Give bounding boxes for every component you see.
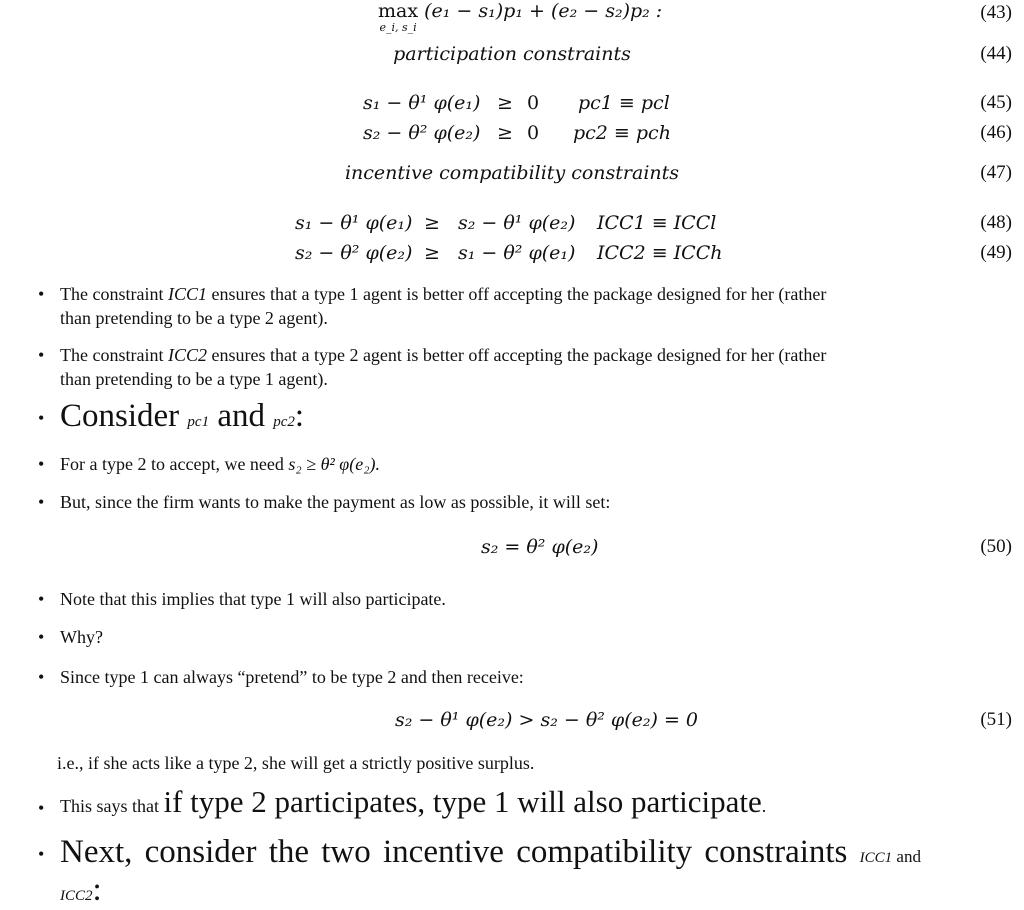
bullet-this-says bbox=[38, 784, 1012, 819]
bullet-dot: • bbox=[38, 627, 45, 647]
pc2-lhs: s₂ − θ² φ(e₂) bbox=[363, 122, 481, 144]
bullet-text bbox=[60, 452, 1012, 476]
text: The constraint bbox=[60, 345, 168, 365]
max-operator bbox=[378, 0, 418, 44]
pc2-rhs: 0 bbox=[527, 122, 540, 144]
text: than pretending to be a type 2 agent). bbox=[60, 308, 328, 328]
surplus-note: i.e., if she acts like a type 2, she will get a strictly positive surplus. bbox=[57, 753, 535, 773]
eq-number-50: (50) bbox=[980, 536, 1012, 557]
icc2-relation: ≥ bbox=[424, 242, 440, 264]
bullet-firm-payment bbox=[38, 490, 1012, 514]
icc1-relation: ≥ bbox=[424, 212, 440, 234]
text: : bbox=[92, 872, 102, 908]
bullet-dot: • bbox=[38, 408, 45, 428]
eq-number-43: (43) bbox=[980, 2, 1012, 23]
text: For a type 2 to accept, we need bbox=[60, 454, 289, 474]
text: and bbox=[209, 398, 274, 434]
icc1-name: ICC1 ≡ ICCl bbox=[597, 212, 717, 234]
bullet-why bbox=[38, 625, 1012, 649]
eq-number-44: (44) bbox=[980, 43, 1012, 64]
text: and bbox=[892, 847, 921, 866]
bullet-icc2-explanation bbox=[38, 343, 1012, 391]
bullet-text: Why? bbox=[60, 627, 103, 647]
bullet-text: Note that this implies that type 1 will also participate. bbox=[60, 589, 446, 609]
bullet-implies-participate bbox=[38, 587, 1012, 611]
text: ensures that a type 2 agent is better off accepting the package designed for her (rather bbox=[206, 345, 827, 365]
pc2-name: pc2 ≡ pch bbox=[573, 122, 671, 144]
pc1-relation: ≥ bbox=[497, 92, 513, 114]
icc1-rhs: s₂ − θ¹ φ(e₂) bbox=[458, 212, 576, 234]
math-icc1: ICC1 bbox=[859, 850, 893, 866]
text: Consider bbox=[60, 398, 188, 434]
pc2-relation: ≥ bbox=[497, 122, 513, 144]
bullet-consider-pc bbox=[38, 398, 1012, 440]
icc2-name: ICC2 ≡ ICCh bbox=[597, 242, 723, 264]
text: ensures that a type 1 agent is better off accepting the package designed for her (rather bbox=[206, 284, 827, 304]
text: This says that bbox=[60, 796, 164, 816]
bullet-dot: • bbox=[38, 844, 45, 864]
eq-number-48: (48) bbox=[980, 212, 1012, 233]
math-inequality: s₂ ≥ θ² φ(e₂). bbox=[288, 454, 380, 474]
max-subscript: e_i, s_i bbox=[379, 21, 417, 34]
bullet-dot: • bbox=[38, 589, 45, 609]
bullet-text bbox=[60, 398, 1012, 440]
text: than pretending to be a type 1 agent). bbox=[60, 369, 328, 389]
math-pc1: pc1 bbox=[187, 414, 210, 430]
bullet-icc1-explanation bbox=[38, 282, 1012, 330]
eq-number-51: (51) bbox=[980, 709, 1012, 730]
pc1-rhs: 0 bbox=[527, 92, 540, 114]
bullet-dot: • bbox=[38, 454, 45, 474]
icc1-lhs: s₁ − θ¹ φ(e₁) bbox=[295, 212, 413, 234]
bullet-text bbox=[60, 282, 1012, 330]
bullet-dot: • bbox=[38, 667, 45, 687]
bullet-dot: • bbox=[38, 284, 45, 304]
math-pc2: pc2 bbox=[273, 414, 295, 430]
text: Next, consider the two incentive compatibility constraints bbox=[60, 834, 860, 870]
bullet-dot: • bbox=[38, 345, 45, 365]
incentive-label: incentive compatibility constraints bbox=[344, 162, 680, 184]
text: : bbox=[294, 398, 305, 434]
math-icc2: ICC2 bbox=[167, 345, 207, 365]
eq-number-45: (45) bbox=[980, 92, 1012, 113]
math-icc2: ICC2 bbox=[60, 888, 93, 904]
bullet-dot: • bbox=[38, 492, 45, 512]
objective-equation bbox=[378, 0, 662, 44]
emphasis-text: if type 2 participates, type 1 will also participate bbox=[163, 784, 762, 819]
equation-50: s₂ = θ² φ(e₂) bbox=[481, 536, 599, 558]
participation-label: participation constraints bbox=[393, 43, 631, 65]
pc1-lhs: s₁ − θ¹ φ(e₁) bbox=[363, 92, 481, 114]
bullet-text: Since type 1 can always “pretend” to be type 2 and then receive: bbox=[60, 667, 524, 687]
bullet-pretend bbox=[38, 665, 1012, 689]
equation-51: s₂ − θ¹ φ(e₂) > s₂ − θ² φ(e₂) = 0 bbox=[395, 709, 698, 731]
math-icc1: ICC1 bbox=[167, 284, 207, 304]
icc2-lhs: s₂ − θ² φ(e₂) bbox=[295, 242, 413, 264]
text: . bbox=[761, 796, 767, 816]
bullet-type2-accept bbox=[38, 452, 1012, 476]
eq-number-46: (46) bbox=[980, 122, 1012, 143]
pc1-name: pc1 ≡ pcl bbox=[578, 92, 670, 114]
objective-expression: (e₁ − s₁)p₁ + (e₂ − s₂)p₂ : bbox=[424, 0, 663, 22]
bullet-text bbox=[60, 343, 1012, 391]
eq-number-49: (49) bbox=[980, 242, 1012, 263]
bullet-dot: • bbox=[38, 798, 45, 818]
eq-number-47: (47) bbox=[980, 162, 1012, 183]
bullet-text bbox=[60, 784, 1012, 819]
bullet-text: But, since the firm wants to make the payment as low as possible, it will set: bbox=[60, 492, 611, 512]
text: The constraint bbox=[60, 284, 168, 304]
icc2-rhs: s₁ − θ² φ(e₁) bbox=[458, 242, 576, 264]
max-text: max bbox=[378, 0, 419, 22]
